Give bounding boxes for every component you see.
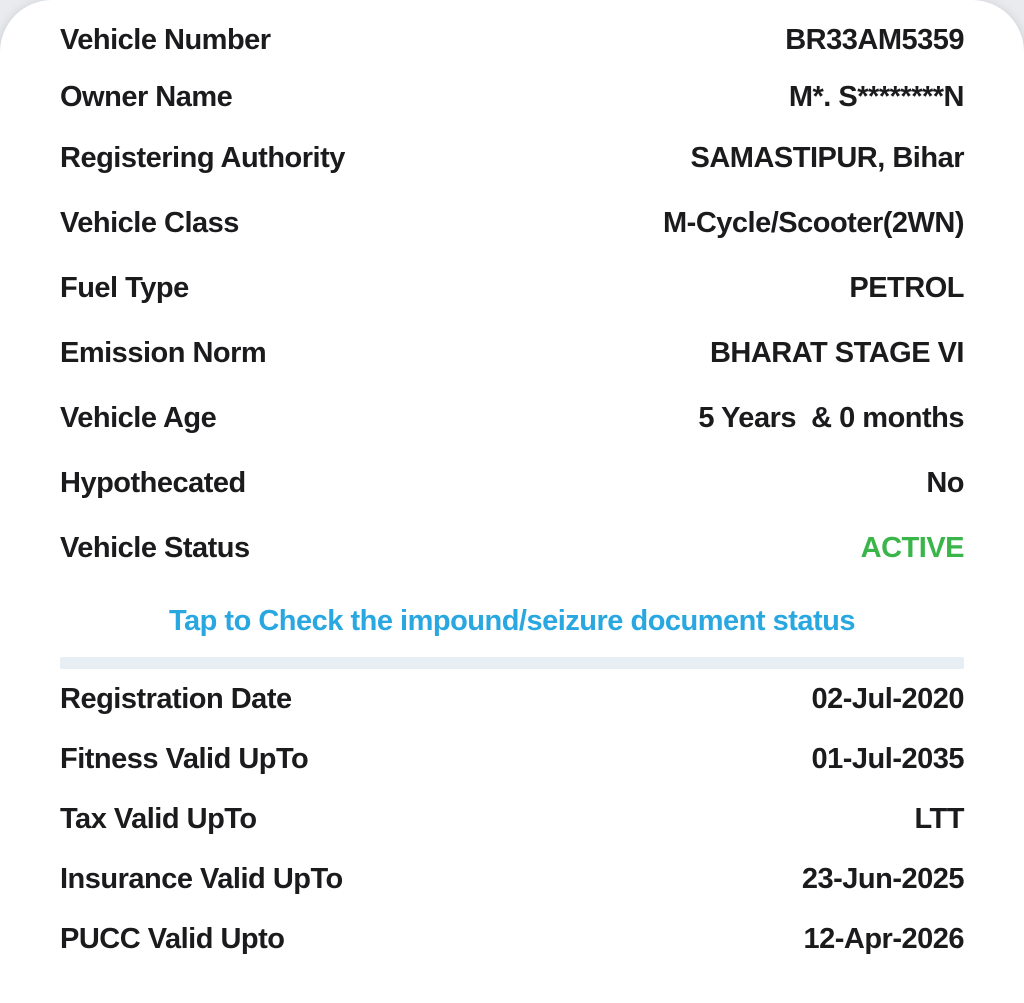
row-vehicle-age — [60, 386, 964, 451]
emission-norm-label: Emission Norm — [60, 337, 267, 369]
insurance-valid-upto-label: Insurance Valid UpTo — [60, 862, 343, 895]
row-registration-date — [60, 669, 964, 729]
owner-name-label: Owner Name — [60, 81, 233, 113]
tax-valid-upto-value: LTT — [914, 802, 964, 835]
vehicle-class-label: Vehicle Class — [60, 207, 239, 239]
pucc-valid-upto-label: PUCC Valid Upto — [60, 922, 285, 955]
validity-section — [60, 669, 964, 969]
row-registering-authority — [60, 126, 964, 191]
fitness-valid-upto-value: 01-Jul-2035 — [811, 742, 964, 775]
row-owner-name — [60, 69, 964, 126]
impound-seizure-status-link[interactable]: Tap to Check the impound/seizure document status — [168, 604, 856, 637]
vehicle-class-value: M-Cycle/Scooter(2WN) — [663, 207, 964, 239]
vehicle-number-value: BR33AM5359 — [785, 24, 964, 56]
fuel-type-label: Fuel Type — [60, 272, 189, 304]
fuel-type-value: PETROL — [849, 272, 964, 304]
row-emission-norm — [60, 321, 964, 386]
row-vehicle-status — [60, 516, 964, 581]
tax-valid-upto-label: Tax Valid UpTo — [60, 802, 257, 835]
registration-date-value: 02-Jul-2020 — [811, 682, 964, 715]
emission-norm-value: BHARAT STAGE VI — [709, 337, 964, 369]
row-insurance-valid-upto — [60, 849, 964, 909]
insurance-valid-upto-value: 23-Jun-2025 — [801, 862, 964, 895]
registering-authority-label: Registering Authority — [60, 142, 345, 174]
row-hypothecated — [60, 451, 964, 516]
registering-authority-value: SAMASTIPUR, Bihar — [690, 142, 964, 174]
row-vehicle-number — [60, 12, 964, 69]
vehicle-status-badge: ACTIVE — [860, 532, 964, 564]
owner-name-value: M*. S********N — [788, 81, 964, 113]
section-divider — [60, 657, 964, 669]
vehicle-age-value: 5 Years & 0 months — [698, 402, 964, 434]
pucc-valid-upto-value: 12-Apr-2026 — [803, 922, 964, 955]
row-fitness-valid-upto — [60, 729, 964, 789]
vehicle-status-label: Vehicle Status — [60, 532, 250, 564]
row-pucc-valid-upto — [60, 909, 964, 969]
vehicle-number-label: Vehicle Number — [60, 24, 271, 56]
vehicle-age-label: Vehicle Age — [60, 402, 217, 434]
hypothecated-value: No — [926, 467, 964, 499]
hypothecated-label: Hypothecated — [60, 467, 246, 499]
row-tax-valid-upto — [60, 789, 964, 849]
fitness-valid-upto-label: Fitness Valid UpTo — [60, 742, 309, 775]
registration-date-label: Registration Date — [60, 682, 292, 715]
row-fuel-type — [60, 256, 964, 321]
row-vehicle-class — [60, 191, 964, 256]
